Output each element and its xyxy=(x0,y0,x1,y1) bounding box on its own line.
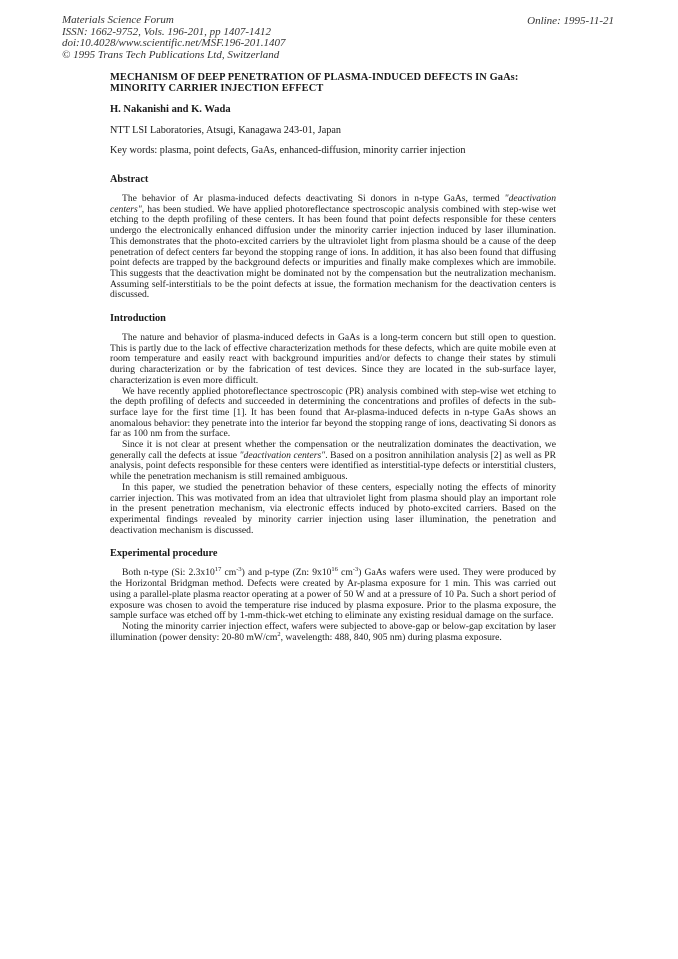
introduction-section xyxy=(110,313,556,536)
abstract-paragraph: The behavior of Ar plasma-induced defects deactivating Si donors in n-type GaAs, termed "deactivation centers", has been studied. We have applied photoreflectance spectroscopic analysis combined with step-wise wet etching to the depth profiling of these centers. It has been found that point defects responsible for these centers undergo the electronically enhanced diffusion under the minority carrier injection induced by laser illumination. This demonstrates that the photo-excited carriers by the ultraviolet light from plasma should be a cause of the deep penetration of defect centers far beyond the stopping range of ions. In addition, it has also been found that diffusing point defects are trapped by the background defects or impurities and finally make complexes which are immobile. This suggests that the deactivation might be dominated not by the compensation but the neutralization mechanism. Assuming self-interstitials to be the point defects at issue, the formation mechanism for the deactivation centers is discussed. xyxy=(110,193,556,301)
doi-line: doi:10.4028/www.scientific.net/MSF.196-201.1407 xyxy=(62,37,286,49)
keywords: Key words: plasma, point defects, GaAs, enhanced-diffusion, minority carrier injection xyxy=(110,145,466,156)
intro-paragraph-1: The nature and behavior of plasma-induced defects in GaAs is a long-term concern but still open to question. This is partly due to the lack of effective characterization methods for these defects, which are quite mobile even at room temperature and easily react with background impurities and/or defects to change their states by stimuli during characterization or by the fabrication of test devices. Since they are located in the sub-surface layer, characterization is even more difficult. xyxy=(110,332,556,386)
experimental-section xyxy=(110,548,556,643)
abstract-heading: Abstract xyxy=(110,174,149,185)
authors: H. Nakanishi and K. Wada xyxy=(110,104,231,115)
paper-title: MECHANISM OF DEEP PENETRATION OF PLASMA-INDUCED DEFECTS IN GaAs: MINORITY CARRIER INJECTION EFFECT xyxy=(110,72,519,94)
intro-paragraph-4: In this paper, we studied the penetration behavior of these centers, especially noting the effects of minority carrier injection. This was motivated from an idea that ultraviolet light from plasma should play an important role in the present penetration mechanism, via electronic effects induced by photo-excited carriers. Based on the experimental findings revealed by minority carrier injection using laser illumination, the penetration and deactivation mechanism is discussed. xyxy=(110,481,556,536)
copyright-line: © 1995 Trans Tech Publications Ltd, Switzerland xyxy=(62,48,280,61)
intro-paragraph-2: We have recently applied photoreflectance spectroscopic (PR) analysis combined with step-wise wet etching to the depth profiling of defects and succeeded in determining the concentrations and profiles of defects in the sub-surface laye for the first time [1]. It has been found that Ar-plasma-induced defects in n-type GaAs shows an anomalous behavior: they penetrate into the interior far beyond the stopping range of ions, deactivating Si donors as far as 100 nm from the surface. xyxy=(110,385,556,440)
intro-paragraph-3: Since it is not clear at present whether the compensation or the neutralization dominates the deactivation, we generally call the defects at issue "deactivation centers". Based on a positron annihilation analysis [2] as well as PR analysis, point defects responsible for these centers were identified as interstitial-type defects or interstitial clusters, while the penetration mechanism is still remained ambiguous. xyxy=(110,439,556,483)
online-date: Online: 1995-11-21 xyxy=(527,15,614,27)
issn-line: ISSN: 1662-9752, Vols. 196-201, pp 1407-1412 xyxy=(62,25,271,38)
experimental-paragraph-2: Noting the minority carrier injection effect, wafers were subjected to above-gap or below-gap excitation by laser illumination (power density: 20-80 $mW/cm^2$, wavelength: 488, 840, 905 nm) during plasma exposure. xyxy=(110,620,556,643)
journal-header xyxy=(62,15,286,61)
experimental-paragraph-1: Both n-type (Si: $2.3x10^{17}$ $cm^{-3}$) and p-type (Zn: $9x10^{16}$ $cm^{-3}$) GaAs wafers were used. They were produced by the Horizontal Bridgman method. Defects were created by Ar-plasma exposure for 1 min. This was carried out using a parallel-plate plasma reactor operating at a power of 50 W and at a pressure of 10 Pa. Such a short period of exposure was chosen to avoid the temperature rise induced by plasma exposure. Prior to the plasma exposure, the sample surface was etched off by 1-mm-thick-wet etching to eliminate any existing residual damage on the surface. xyxy=(110,566,556,622)
journal-name: Materials Science Forum xyxy=(62,14,174,26)
introduction-heading: Introduction xyxy=(110,313,166,325)
affiliation: NTT LSI Laboratories, Atsugi, Kanagawa 243-01, Japan xyxy=(110,125,341,136)
paper-body xyxy=(110,72,556,655)
experimental-heading: Experimental procedure xyxy=(110,548,218,560)
abstract-section xyxy=(110,174,556,301)
